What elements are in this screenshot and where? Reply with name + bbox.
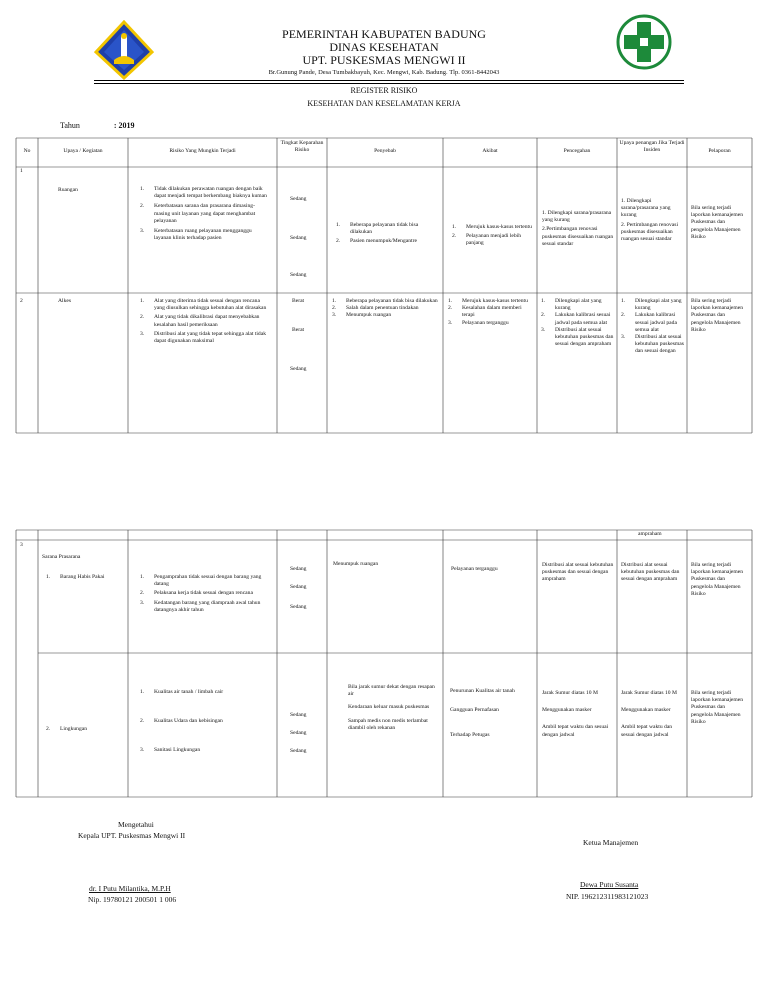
address: Br.Gunung Pande, Desa Tumbakbayuh, Kec. Mengwi, Kab. Badung. Tlp. 0361-8442043 — [268, 69, 500, 76]
row2-penanganan: 1. Dilengkapi alat yang kurang 2. Lakukan kalibrasi sesuai jadwal pada semua alat 3. Distribusi alat sesuai kebutuhan puskesmas dan sesuai dengan — [621, 298, 684, 355]
row1-penanganan: 1. Dilengkapi sarana/prasarana yang kurang 2. Pertimbangan renovasi puskesmas disesuaikan ruangan sesuai standar — [621, 198, 679, 243]
row3-penanganan: Distribusi alat sesuai kebutuhan puskesmas dan sesuai dengan ampraham — [621, 562, 680, 583]
row3-tingkat-1: Sedang — [290, 566, 307, 572]
clinic-title: UPT. PUSKESMAS MENGWI II — [302, 53, 466, 67]
row3-tingkat-3: Sedang — [290, 604, 307, 610]
row2-akibat: 1. Merujuk kasus-kasus tertentu 2. Kesalahan dalam memberi terapi 3. Pelayanan terganggu — [448, 298, 528, 326]
row3-upaya: 1. Barang Habis Pakai — [46, 574, 105, 580]
row4-tingkat-3: Sedang — [290, 748, 307, 754]
row2-pencegahan: 1. Dilengkapi alat yang kurang 2. Lakukan kalibrasi sesuai jadwal pada semua alat 3. Distribusi alat sesuai kebutuhan puskesmas dan sesuai dengan ampraham — [541, 298, 614, 348]
row2-no: 2 — [20, 298, 23, 304]
year-label: Tahun — [60, 121, 80, 130]
row1-risiko: 1. Tidak dilakukan perawatan ruangan dengan baik dapat menjadi tempat berkembang biaknya kuman 2. Keterbatasan sarana dan prasarana dimasing-masing unit layanan yang dapat menghambat pelayanan 3. Keterbatasan ruang pelayanan mengganggu layanan klinis terhadap pasien — [140, 186, 267, 242]
row3-no: 3 — [20, 542, 23, 548]
header-akibat: Akibat — [482, 148, 498, 154]
agency-title: DINAS KESEHATAN — [329, 40, 439, 54]
row4-penanganan: Jarak Sumur diatas 10 M Menggunakan masker Ambil tepat waktu dan sesuai dengan jadwal — [621, 690, 677, 738]
row3-section: Sarana Prasarana — [42, 554, 81, 560]
row2-tingkat-1: Berat — [292, 298, 305, 304]
row3-tingkat-2: Sedang — [290, 584, 307, 590]
sign-right-title: Ketua Manajemen — [583, 838, 639, 847]
row1-penyebab: 1. Beberapa pelayanan tidak bisa dilakukan 2. Pasien menumpuk/Mengantre — [336, 222, 419, 245]
sign-left-line2: Kepala UPT. Puskesmas Mengwi II — [78, 831, 186, 840]
row3-penyebab: Menumpuk ruangan — [333, 561, 379, 567]
row2-risiko: 1. Alat yang diterima tidak sesuai dengan rencana yang diusulkan sehingga kebutuhan alat dirasakan 2. Alat yang tidak dikalibrasi dapat menyebabkan kesalahan hasil pemeriksaan 3. Distribusi alat yang tidak tepat sehingga alat tidak dapat digunakan maksimal — [140, 298, 267, 345]
row4-penyebab: Bila jarak sumur dekat dengan resapan air Kendaraan keluar masuk puskesmas Sampah medis non medis terlambat diambil oleh rekanan — [348, 684, 435, 731]
header-penanganan: Upaya penangan Jika Terjadi Insiden — [619, 140, 685, 153]
row1-no: 1 — [20, 168, 23, 174]
row4-upaya: 2. Lingkungan — [46, 726, 88, 732]
row4-pencegahan: Jarak Sumur diatas 10 M Menggunakan masker Ambil tepat waktu dan sesuai dengan jadwal — [542, 690, 609, 738]
row4-tingkat-1: Sedang — [290, 712, 307, 718]
row3-akibat: Pelayanan terganggu — [451, 566, 498, 572]
sign-left-name: dr. I Putu Milantika, M.P.H — [89, 884, 171, 893]
header-tingkat: Tingkat Keparahan Risiko — [280, 140, 324, 153]
row2-tingkat-2: Berat — [292, 327, 305, 333]
report-title: REGISTER RISIKO — [350, 86, 418, 95]
row3-pelaporan: Bila sering terjadi laporkan kemanajemen Puskesmas dan pengelola Manajemen Risiko — [691, 562, 744, 597]
row2-upaya: Alkes — [58, 298, 72, 304]
sign-left-line1: Mengetahui — [118, 820, 154, 829]
row4-akibat: Penurunan Kualitas air tanah Gangguan Pernafasan Terhadap Petugas — [450, 688, 515, 739]
sign-right-name: Dewa Putu Susanta — [580, 880, 639, 889]
row3-pencegahan: Distribusi alat sesuai kebutuhan puskesmas dan sesuai dengan ampraham — [542, 562, 614, 583]
year-value: : 2019 — [113, 121, 135, 130]
row1-akibat: 1. Merujuk kasus-kasus tertentu 2. Pelayanan menjadi lebih panjang — [452, 224, 532, 247]
header-risiko: Risiko Yang Mungkin Terjadi — [169, 148, 236, 154]
header-upaya: Upaya / Kegiatan — [63, 148, 103, 154]
header-no: No — [23, 148, 31, 154]
row1-tingkat-2: Sedang — [290, 235, 307, 241]
row4-tingkat-2: Sedang — [290, 730, 307, 736]
row4-pelaporan: Bila sering terjadi laporkan kemanajemen Puskesmas dan pengelola Manajemen Risiko — [691, 690, 744, 725]
row4-risiko: 1. Kualitas air tanah / limbah cair 2. Kualitas Udara dan kebisingan 3. Sanitasi Lingkungan — [140, 689, 224, 754]
row1-upaya: Ruangan — [58, 187, 78, 193]
header-penyebab: Penyebab — [374, 148, 396, 154]
row3-risiko: 1. Pengamprahan tidak sesuai dengan barang yang datang 2. Pelaksana kerja tidak sesuai dengan rencana 3. Kedatangan barang yang diampraah awal tahun datangnya akhir tahun — [140, 574, 262, 613]
row1-tingkat-3: Sedang — [290, 272, 307, 278]
report-subtitle: KESEHATAN DAN KESELAMATAN KERJA — [307, 99, 461, 108]
row1-tingkat-1: Sedang — [290, 196, 307, 202]
row2-penyebab: 1. Beberapa pelayanan tidak bisa dilakukan 2. Salah dalam penentuan tindakan 3. Menumpuk ruangan — [332, 298, 438, 319]
row2-pelaporan: Bila sering terjadi laporkan kemanajemen Puskesmas dan pengelola Manajemen Risiko — [691, 298, 744, 333]
gov-title: PEMERINTAH KABUPATEN BADUNG — [282, 27, 486, 41]
sign-right-nip: NIP. 196212311983121023 — [566, 892, 649, 901]
sign-left-nip: Nip. 19780121 200501 1 006 — [88, 895, 177, 904]
row1-pencegahan: 1. Dilengkapi sarana/prasarana yang kurang 2.Pertimbangan renovasi puskesmas disesuaikan ruangan sesuai standar — [542, 210, 614, 247]
header-pencegahan: Pencegahan — [563, 148, 591, 154]
row2-tingkat-3: Sedang — [290, 366, 307, 372]
row1-pelaporan: Bila sering terjadi laporkan kemanajemen Puskesmas dan pengelola Manajemen Risiko — [691, 205, 744, 240]
row2-penanganan-overflow: ampraham — [638, 531, 662, 537]
header-pelaporan: Pelaporan — [708, 148, 731, 154]
